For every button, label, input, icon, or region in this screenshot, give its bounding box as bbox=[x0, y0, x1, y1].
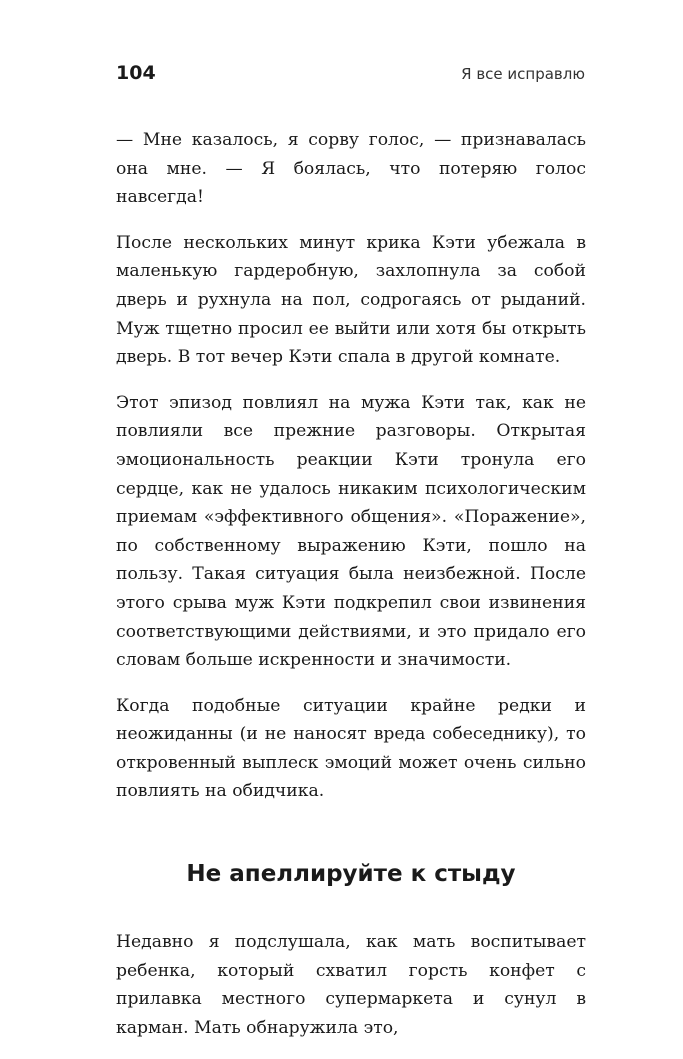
page-number: 104 bbox=[116, 62, 156, 84]
page-header bbox=[116, 62, 585, 84]
paragraph-episode: Этот эпизод повлиял на мужа Кэти так, как не повлияли все прежние разговоры. Открытая эмоциональность реакции Кэти тронула его сердце, как не удалось никаким психологическим приемам «эффективного общения». «Поражение», по собственному выражению Кэти, пошло на пользу. Такая ситуация была неизбежной. После этого срыва муж Кэти подкрепил свои извинения соответствующими действиями, и это придало его словам больше искренности и значимости. bbox=[116, 392, 586, 671]
paragraph-dialogue: — Мне казалось, я сорву голос, — признавалась она мне. — Я боялась, что потеряю голос навсегда! bbox=[116, 130, 586, 208]
running-title: Я все исправлю bbox=[461, 65, 585, 83]
paragraph-rare-situations: Когда подобные ситуации крайне редки и неожиданны (и не наносят вреда собеседнику), то откровенный выплеск эмоций может очень сильно повлиять на обидчика. bbox=[116, 695, 586, 802]
paragraph-closet: После нескольких минут крика Кэти убежала в маленькую гардеробную, захлопнула за собой дверь и рухнула на пол, содрогаясь от рыданий. Муж тщетно просил ее выйти или хотя бы открыть дверь. В тот вечер Кэти спала в другой комнате. bbox=[116, 232, 586, 368]
paragraph-supermarket: Недавно я подслушала, как мать воспитывает ребенка, который схватил горсть конфет с прилавка местного супермаркета и сунул в карман. Мать обнаружила это, bbox=[116, 932, 586, 1038]
page-body bbox=[116, 126, 586, 1059]
section-heading: Не апеллируйте к стыду bbox=[186, 861, 516, 888]
